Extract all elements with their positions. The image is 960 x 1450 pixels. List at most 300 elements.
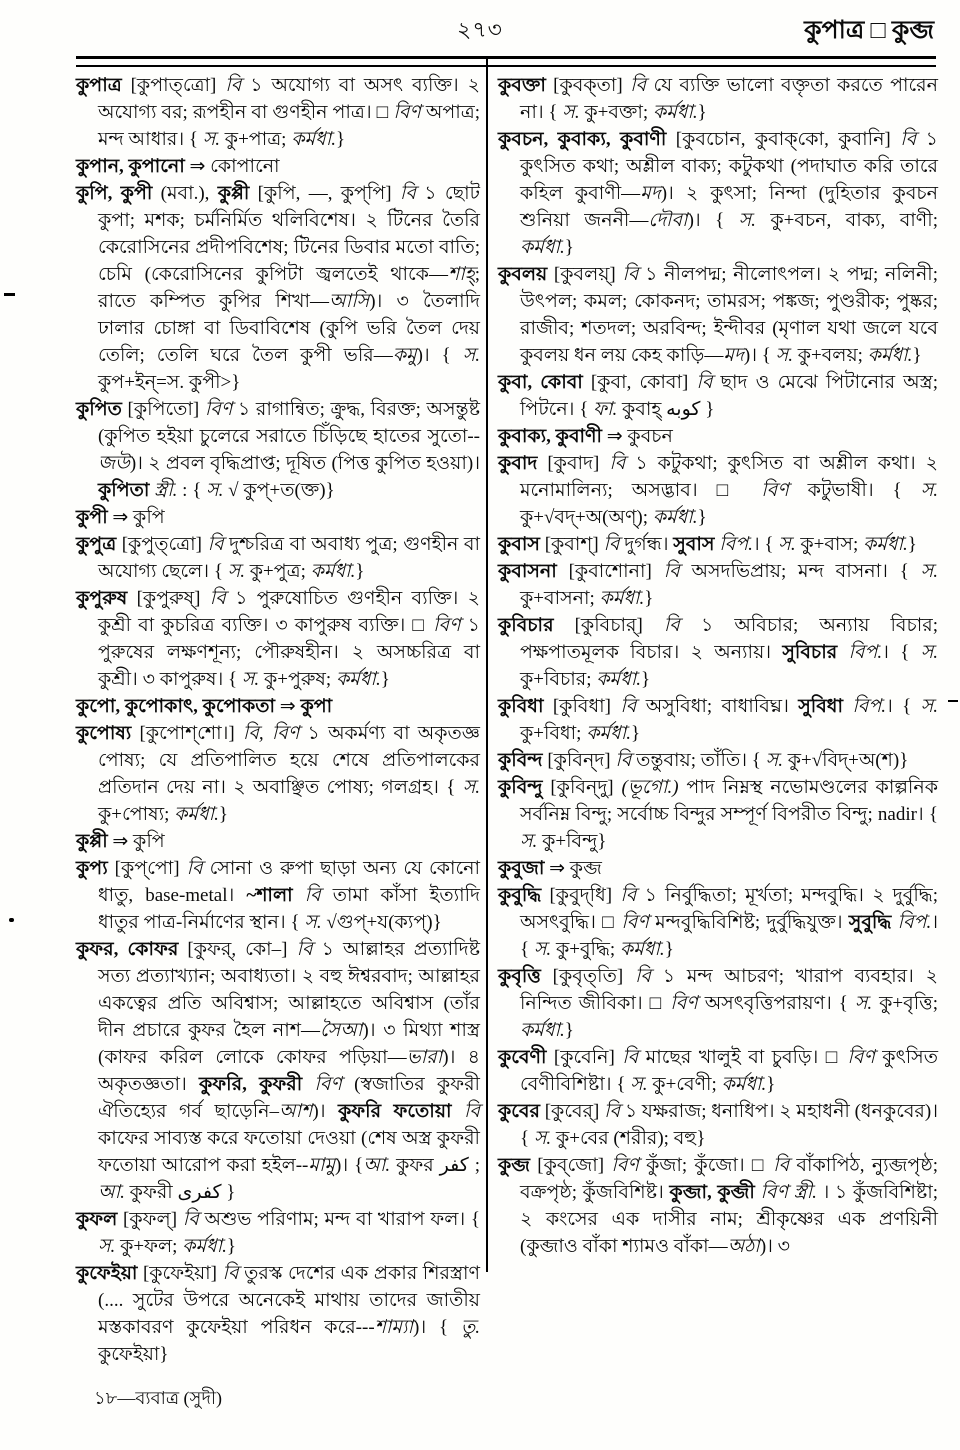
entry-text: কু+বৃত্তি; — [872, 993, 938, 1014]
entry-text: স. — [778, 534, 796, 555]
entry-text: মন্দবুদ্ধিবিশিষ্ট; দুর্বুদ্ধিযুক্ত। — [648, 912, 849, 933]
dictionary-entry — [76, 504, 480, 531]
entry-text: } — [700, 399, 715, 420]
entry-text: } — [907, 534, 917, 555]
headword: কুবাক্য, কুবাণী — [498, 426, 602, 447]
entry-text: } — [226, 1236, 237, 1257]
entry-text: আ. — [363, 1155, 391, 1176]
entry-text: স. — [775, 345, 793, 366]
headword: কুব্জ — [498, 1155, 531, 1176]
entry-text: কুঁজা; কুঁজো। □ — [638, 1155, 774, 1176]
dictionary-entry — [498, 774, 938, 855]
entry-text: কর্মধা. — [652, 102, 698, 123]
entry-text: বি — [207, 534, 224, 555]
entry-text: )। { — [416, 345, 463, 366]
entry-text: স. — [920, 480, 938, 501]
entry-text: কু+√বিদ্+অ(শ)} — [782, 750, 909, 771]
entry-text: ১ কুৎসিত কথা; অশ্লীল বাক্য; কটুকথা (পদাঘাত করি তারে কহিল কুবাণী— — [520, 129, 938, 204]
entry-text: √ কুপ্+ত(ক্ত)} — [223, 480, 335, 501]
entry-text: কু+বিচার; — [520, 669, 597, 690]
entry-text: শাহ্ — [447, 264, 475, 285]
entry-text: বিণ — [670, 993, 698, 1014]
entry-text: )। { — [335, 1155, 364, 1176]
entry-text: বি — [696, 372, 713, 393]
dictionary-entry — [498, 693, 938, 747]
entry-text: [কুব্‌জো] — [530, 1155, 612, 1176]
entry-text: কর্মধা. — [520, 237, 565, 258]
entry-text: } — [355, 561, 365, 582]
entry-text: [কুফেইয়া] — [137, 1263, 223, 1284]
entry-text: জউ — [98, 453, 130, 474]
entry-text: কু+বাসনা; — [520, 588, 600, 609]
entry-text: কু+পাত্র; — [220, 129, 292, 150]
entry-text: কর্মধা. — [520, 1020, 565, 1041]
entry-text: স. — [202, 129, 221, 150]
entry-text: কর্মধা. — [619, 939, 665, 960]
dictionary-entry — [498, 882, 938, 963]
dictionary-entry — [76, 1260, 480, 1368]
entry-text: √গুপ্+য(ক্যপ্)} — [321, 912, 442, 933]
entry-text: কর্মধা. — [863, 534, 908, 555]
entry-text: কাফের সাব্যস্ত করে ফতোয়া দেওয়া (শেষ অস্ত্র কুফরী ফতোয়া আরোপ করা হইল-- — [98, 1128, 480, 1176]
dictionary-entry — [498, 531, 938, 558]
entry-text: ১ পুরুষের লক্ষণশূন্য; পৌরুষহীন। ২ অসচ্চরিত্র বা কুশ্রী। ৩ কাপুরুষ। { — [98, 615, 480, 690]
headword: কুপোষ্য — [76, 723, 132, 744]
entry-text: কুফর — [390, 1155, 440, 1176]
entry-text: ফা. — [593, 399, 618, 420]
headword: কুপ্পী — [76, 831, 108, 852]
left-column — [76, 72, 480, 1368]
entry-text: স. — [562, 102, 580, 123]
entry-text: কর্মধা. — [596, 669, 642, 690]
entry-text: কু+বলয়; — [792, 345, 868, 366]
headword: কুবিন্দু — [498, 777, 543, 798]
entry-text: বিপ. — [719, 534, 753, 555]
entry-text: ; — [468, 1155, 480, 1176]
headword: কুবৃত্তি — [498, 966, 541, 987]
entry-text: বি — [186, 858, 203, 879]
entry-text: স. — [920, 561, 938, 582]
entry-text: [কুপুত্‌ত্রো] — [116, 534, 208, 555]
arabic-etymon: كوبه — [666, 398, 701, 420]
headword: কুবলয় — [498, 264, 548, 285]
headword: কুপা — [300, 696, 333, 717]
entry-text: [কুবৃত্‌তি] — [540, 966, 635, 987]
entry-text: বিণ — [314, 1074, 342, 1095]
entry-text: । ১ কুঁজবিশিষ্টা; ২ কংসের এক দাসীর নাম; শ্রীকৃষ্ণের এক প্রণয়িনী (কুব্জাও বাঁকা শ্যামও বাঁকা— — [520, 1182, 939, 1257]
entry-text: বি — [615, 750, 632, 771]
entry-text: [কুবক্‌তা] — [545, 75, 631, 96]
entry-text: পাদ নিম্নস্থ নভোমণ্ডলের কাল্পনিক সর্বনিম্ন বিন্দু; সর্বোচ্চ বিন্দুর সম্পূর্ণ বিপরীত বিন্দু; nadir। { — [520, 777, 938, 825]
dictionary-entry — [498, 855, 938, 882]
entry-text: কু+বেণী; — [647, 1074, 722, 1095]
entry-text: তু. — [460, 1317, 480, 1338]
entry-text: } — [564, 1020, 574, 1041]
entry-text: বি — [222, 1263, 239, 1284]
entry-text: [কুপিতো] — [121, 399, 205, 420]
entry-text: )। { — [743, 345, 776, 366]
entry-text: )। { — [687, 210, 739, 231]
headword: কুপ্য — [76, 858, 108, 879]
entry-text: [কুপাত্‌ত্রো] — [121, 75, 226, 96]
entry-text: আশ — [279, 1101, 313, 1122]
entry-text: } — [221, 1182, 236, 1203]
headword: কুবিধা — [498, 696, 544, 717]
entry-text: সৈআ — [320, 1020, 363, 1041]
entry-text: কুফরী — [124, 1182, 178, 1203]
entry-text: : { — [177, 480, 207, 501]
entry-text: বিণ — [611, 1155, 639, 1176]
entry-text: ১ অবিচার; অন্যায় বিচার; পক্ষপাতমূলক বিচার। ২ অন্যায়। — [520, 615, 938, 663]
entry-text: ⇒ — [275, 696, 301, 717]
entry-text: [কুবাদ] — [537, 453, 610, 474]
dictionary-entry — [76, 828, 480, 855]
entry-text: বিণ — [393, 102, 421, 123]
entry-text: কর্মধা. — [652, 507, 698, 528]
entry-text — [837, 642, 848, 663]
entry-text: } — [630, 723, 641, 744]
entry-text: ⇒ কুপি — [107, 831, 165, 852]
entry-text: কর্মধা. — [335, 669, 381, 690]
dictionary-entry — [498, 72, 938, 126]
entry-text: বি — [603, 534, 620, 555]
headword: কুপিত — [76, 399, 122, 420]
entry-text: বি — [225, 75, 242, 96]
dictionary-entry — [498, 1044, 938, 1098]
entry-text: [কুবিচার্] — [553, 615, 664, 636]
entry-text: । { — [752, 534, 779, 555]
entry-text: ⇒ কুব্জ — [544, 858, 602, 879]
entry-text: বিপ. — [852, 696, 887, 717]
arabic-etymon: كفر — [439, 1154, 469, 1176]
headword: কুপ্পী — [217, 183, 250, 204]
entry-text: স. — [241, 669, 260, 690]
dictionary-entry — [76, 396, 480, 504]
dictionary-entry — [498, 612, 938, 693]
entry-text: স. — [227, 561, 245, 582]
entry-text: [কুবের্] — [539, 1101, 605, 1122]
entry-text: স. — [630, 1074, 648, 1095]
entry-text: কু+বিন্দু} — [537, 831, 607, 852]
headword: কুবচন, কুবাক্য, কুবাণী — [498, 129, 667, 150]
entry-text: বিণ — [204, 399, 233, 420]
entry-text: [কুবেনি] — [546, 1047, 623, 1068]
entry-text: কর্মধা. — [599, 588, 645, 609]
dictionary-entry — [498, 747, 938, 774]
entry-text: তুরস্ক দেশের এক প্রকার শিরস্ত্রাণ (.... সুটের উপরে অনেকেই মাথায় তাদের জাতীয় মস্তকাবরণ কুফেইয়া পরিধন করে--- — [98, 1263, 480, 1338]
entry-text: । { — [886, 696, 921, 717]
dictionary-entry — [498, 126, 938, 261]
headword: সুবিচার — [782, 642, 838, 663]
entry-text: কু+পুরুষ; — [259, 669, 336, 690]
entry-text: বিপ. — [848, 642, 883, 663]
entry-text: বি — [634, 966, 651, 987]
entry-text: )। ৩ তৈলাদি ঢালার চোঙ্গা বা ডিবাবিশেষ (কুপি ভরি তৈল দেয় তেলি; তেলি ঘরে তৈল কুপী ভরি— — [98, 291, 481, 366]
entry-text: ১ রাগান্বিত; ক্রুদ্ধ, বিরক্ত; অসন্তুষ্ট (কুপিত হইয়া চুলেরে সরাতে চিঁড়িছে হাতের সুতো-- — [98, 399, 480, 447]
entry-text: কু+পোষ্য; — [98, 804, 175, 825]
dictionary-entry — [498, 963, 938, 1044]
entry-text: স. — [765, 750, 783, 771]
entry-text: স. — [533, 1128, 552, 1149]
entry-text: আ. — [98, 1182, 125, 1203]
entry-text: (স্বজাতির কুফরী ঐতিহ্যের গর্ব ছাড়েনি– — [98, 1074, 480, 1122]
entry-text: )। { — [413, 1317, 461, 1338]
entry-text: স. — [920, 642, 938, 663]
entry-text: কু+বচন, বাক্য, বাণী; — [755, 210, 938, 231]
dictionary-entry — [498, 1152, 938, 1260]
entry-text: কু+পুত্র; — [245, 561, 311, 582]
entry-text: বি — [663, 615, 680, 636]
entry-text — [293, 885, 305, 906]
dictionary-entry — [498, 558, 938, 612]
entry-text: ⇒ কুপি — [107, 507, 165, 528]
entry-text: । { — [520, 912, 938, 960]
entry-text: [কুফর্, কো–] — [178, 939, 297, 960]
entry-text: ১ যক্ষরাজ; ধনাধিপ। ২ মহাধনী (ধনকুবের)। { — [520, 1101, 938, 1149]
entry-text: অশুভ পরিণাম; মন্দ বা খারাপ ফল। { — [198, 1209, 481, 1230]
headword: কুফল — [76, 1209, 118, 1230]
headword: কুবেণী — [498, 1047, 547, 1068]
entry-text: কু+√বদ্+অ(অণ্); — [520, 507, 653, 528]
entry-text: )। ৩ মিথ্যা শাস্ত্র (কাফর করিল লোকে কোফর পড়িয়া— — [98, 1020, 481, 1068]
headword: কুবিন্দ — [498, 750, 543, 771]
entry-text: [কুবিধা] — [543, 696, 621, 717]
entry-text: বি, বিণ — [242, 723, 300, 744]
entry-text: ১ নির্বুদ্ধিতা; মূর্খতা; মন্দবুদ্ধি। ২ দুর্বুদ্ধি; অসৎবুদ্ধি। □ — [520, 885, 938, 933]
entry-text: [কুবাশোনা] — [556, 561, 664, 582]
entry-text: কু+বিধা; — [520, 723, 587, 744]
headword: কুপো, কুপোকাৎ, কুপোকতা — [76, 696, 276, 717]
entry-text: } — [697, 507, 707, 528]
scan-artifact — [4, 293, 15, 296]
entry-text: কুবাহ্ — [617, 399, 667, 420]
entry-text: শাম্যা — [374, 1317, 413, 1338]
dictionary-entry — [76, 531, 480, 585]
headword: কুবুজা — [498, 858, 545, 879]
entry-text: } — [641, 669, 651, 690]
entry-text: কু+বক্তা; — [579, 102, 653, 123]
entry-text: )। — [312, 1101, 338, 1122]
entry-text: মাছের খালুই বা চুবড়ি। □ — [638, 1047, 848, 1068]
headword: কুবুদ্ধি — [498, 885, 542, 906]
headword: সুবাস — [673, 534, 715, 555]
entry-text: ⇒ কুবচন — [601, 426, 673, 447]
entry-text: বিণ — [761, 480, 789, 501]
entry-text: ⇒ কোপানো — [184, 156, 280, 177]
entry-text: বাঁকাপিঠ, ন্যুব্জপৃষ্ঠ; বক্রপৃষ্ঠ; কুঁজবিশিষ্ট। — [520, 1155, 938, 1203]
dictionary-entry — [498, 261, 938, 369]
entry-text: )। ৩ — [759, 1236, 791, 1257]
entry-text: কু+বাস; — [795, 534, 864, 555]
headword: কুব্জা, কুব্জী — [669, 1182, 755, 1203]
headword: কুবাদ — [498, 453, 538, 474]
entry-text: কর্মধা. — [174, 804, 219, 825]
headword: ~শালা — [246, 885, 293, 906]
entry-text: কর্মধা. — [867, 345, 913, 366]
entry-text: কুফেইয়া} — [98, 1344, 169, 1365]
entry-text: ১ অকর্মণ্য বা অকৃতজ্ঞ পোষ্য; যে প্রতিপালিত হয়ে শেষে প্রতিপালকের প্রতিদান দেয় না। ২ অবাঞ্ছিত পোষ্য; গলগ্রহ। { — [98, 723, 480, 798]
entry-text: বিণ — [433, 615, 461, 636]
entry-text: )। ২ কুৎসা; নিন্দা (দুহিতার কুবচন শুনিয়া জননী— — [520, 183, 938, 231]
entry-text: বি — [399, 183, 416, 204]
headword: কুপিতা — [98, 480, 150, 501]
entry-text: ভারা — [406, 1047, 443, 1068]
entry-text: ১ পুরুষোচিত গুণহীন ব্যক্তি। ২ কুশ্রী বা কুচরিত্র ব্যক্তি। ৩ কাপুরুষ ব্যক্তি। □ — [98, 588, 480, 636]
scan-artifact — [9, 918, 14, 922]
entry-text: } — [218, 804, 229, 825]
entry-text: ১ কটুকথা; কুৎসিত বা অশ্লীল কথা। ২ মনোমালিন্য; অসদ্ভাব। □ — [520, 453, 939, 501]
entry-text: বিপ. — [897, 912, 932, 933]
entry-text: বি — [620, 885, 637, 906]
headword: কুপাত্র — [76, 75, 122, 96]
entry-text: [কুবচোন, কুবাক্‌কো, কুবানি] — [666, 129, 901, 150]
headword: কুপুত্র — [76, 534, 117, 555]
entry-text: [কুপোশ্‌শো।] — [131, 723, 243, 744]
entry-text: বি — [604, 1101, 621, 1122]
entry-text: কর্মধা. — [310, 561, 356, 582]
entry-text: } — [766, 1074, 776, 1095]
entry-text: অসুবিধা; বাধাবিঘ্ন। — [636, 696, 799, 717]
header-rule — [76, 56, 936, 67]
entry-text: বি — [663, 561, 680, 582]
entry-text: )। ২ প্রবল বৃদ্ধিপ্রাপ্ত; দূষিত (পিত্ত কুপিত হওয়া)। — [129, 453, 480, 474]
entry-text: বি — [620, 696, 637, 717]
entry-text: [কুবলয়্] — [547, 264, 623, 285]
entry-text: তন্তুবায়; তাঁতি। { — [631, 750, 766, 771]
entry-text: কু+বুদ্ধি; — [551, 939, 620, 960]
entry-text: কমু — [392, 345, 417, 366]
headword: কুফরি, কুফরী — [199, 1074, 303, 1095]
column-divider — [486, 58, 488, 1272]
entry-text: } — [664, 939, 674, 960]
entry-text: বি — [182, 1209, 199, 1230]
entry-text: } — [912, 345, 922, 366]
entry-text: বি — [900, 129, 917, 150]
entry-text — [452, 1101, 464, 1122]
entry-text: [কুপুরুষ্] — [127, 588, 210, 609]
entry-text — [302, 1074, 314, 1095]
entry-text: কর্মধা. — [721, 1074, 767, 1095]
entry-text: ১ আল্লাহর প্রত্যাদিষ্ট সত্য প্রত্যাখ্যান; অবাধ্যতা। ২ বহু ঈশ্বরবাদ; আল্লাহর একত্বের প্রতি অবিশ্বাস; আল্লাহতে অবিশ্বাস (তাঁর দীন প্রচারে কুফর হৈল নাশ— — [98, 939, 480, 1041]
entry-text: (মবা.), — [152, 183, 218, 204]
headword: সুবুদ্ধি — [848, 912, 892, 933]
headword: কুপি, কুপী — [76, 183, 153, 204]
right-column — [498, 72, 938, 1260]
entry-text: স. — [533, 939, 552, 960]
entry-text: স্ত্রী. — [154, 480, 178, 501]
entry-text: [কুবিন্‌দ] — [542, 750, 616, 771]
entry-text: বিণ — [621, 912, 649, 933]
entry-text: } — [335, 129, 346, 150]
entry-text: ১ ছোট কুপা; মশক; চর্মনির্মিত থলিবিশেষ। ২ টিনের তৈরি কেরোসিনের প্রদীপবিশেষ; টিনের ডিবার মতো বাতি; চেমি (কেরোসিনের কুপিটা জ্বলতেই থাকে— — [98, 183, 480, 285]
headword: কুফর, কোফর — [76, 939, 179, 960]
entry-text: মদ — [640, 183, 661, 204]
entry-text: কুৎসিত বেণীবিশিষ্টা। { — [520, 1047, 938, 1095]
entry-text: )। ৪ অকৃতজ্ঞতা। — [98, 1047, 481, 1095]
dictionary-entry — [498, 450, 938, 531]
entry-text: ১ মন্দ আচরণ; খারাপ ব্যবহার। ২ নিন্দিত জীবিকা। □ — [520, 966, 938, 1014]
entry-text: অসদভিপ্রায়; মন্দ বাসনা। { — [679, 561, 921, 582]
entry-text: কর্মধা. — [586, 723, 631, 744]
headword: কুবিচার — [498, 615, 554, 636]
headword: কুফরি ফতোয়া — [338, 1101, 452, 1122]
arabic-etymon: كفرى — [177, 1181, 222, 1203]
dictionary-entry — [76, 585, 480, 693]
entry-text: স. — [854, 993, 873, 1014]
entry-text: মামু — [308, 1155, 336, 1176]
entry-text: স. — [738, 210, 756, 231]
guide-words: কুপাত্র □ কুব্জ — [804, 17, 934, 44]
headword: কুবা, কোবা — [498, 372, 583, 393]
entry-text: } — [644, 588, 654, 609]
entry-text: দৌবা — [648, 210, 688, 231]
entry-text: বি — [296, 939, 313, 960]
headword: কুবাসনা — [498, 561, 557, 582]
entry-text: কুপ+ইন্=স. কুপী>} — [98, 372, 241, 393]
entry-text: অসৎবৃত্তিপরায়ণ। { — [697, 993, 855, 1014]
entry-text: স. — [206, 480, 224, 501]
entry-text: বি — [609, 453, 626, 474]
entry-text: ; রাতে কম্পিত কুপির শিখা— — [98, 264, 480, 312]
entry-text: স. — [304, 912, 322, 933]
entry-text: [কুবাশ্] — [539, 534, 604, 555]
headword: কুবাস — [498, 534, 540, 555]
entry-text: ছাদ ও মেঝে পিটানোর অস্ত্র; পিটনে। { — [520, 372, 938, 420]
entry-text: [কুবিন্‌দু] — [542, 777, 622, 798]
entry-text: বি — [622, 264, 639, 285]
dictionary-entry — [76, 180, 480, 396]
entry-text: কটুভাষী। { — [788, 480, 921, 501]
entry-text: বি — [209, 588, 226, 609]
entry-text: ১ অযোগ্য বা অসৎ ব্যক্তি। ২ অযোগ্য বর; রূপহীন বা গুণহীন পাত্র। □ — [98, 75, 480, 123]
entry-text: সোনা ও রুপা ছাড়া অন্য যে কোনো ধাতু, base-metal। — [98, 858, 480, 906]
entry-text — [843, 696, 852, 717]
entry-text: কর্মধা. — [291, 129, 336, 150]
entry-text: [কুপ্‌পো] — [107, 858, 187, 879]
entry-text: বিণ স্ত্রী. — [760, 1182, 817, 1203]
entry-text: দুর্গন্ধ। — [619, 534, 674, 555]
entry-text: অঠা — [727, 1236, 760, 1257]
entry-text: অপাত্র; মন্দ আধার। { — [98, 102, 480, 150]
headword: কুবের — [498, 1101, 540, 1122]
headword: কুপান, কুপানো — [76, 156, 185, 177]
entry-text: বি — [630, 75, 647, 96]
entry-text: বি — [622, 1047, 639, 1068]
entry-text: [কুবুদ্‌ধি] — [541, 885, 621, 906]
entry-text: স. — [520, 831, 538, 852]
entry-text: (ভূগো.) — [621, 777, 679, 798]
printer-signature: ১৮—ব্যবাত্র (সুদী) — [94, 1388, 223, 1408]
dictionary-entry — [498, 369, 938, 423]
headword: সুবিধা — [798, 696, 843, 717]
dictionary-entry — [76, 153, 480, 180]
entry-text: দুশ্চরিত্র বা অবাধ্য পুত্র; গুণহীন বা অযোগ্য ছেলে। { — [98, 534, 481, 582]
dictionary-entry — [76, 855, 480, 936]
headword: কুপুরুষ — [76, 588, 128, 609]
entry-text: স. — [98, 1236, 116, 1257]
entry-text: ১ নীলপদ্ম; নীলোৎপল। ২ পদ্ম; নলিনী; উৎপল; কমল; কোকনদ; তামরস; পঙ্কজ; পুণ্ডরীক; পুষ্কর; রাজীব; শতদল; অরবিন্দ; ইন্দীবর (মৃণাল যথা জলে যবে কুবলয় ধন লয় কেহ কাড়ি— — [520, 264, 938, 366]
dictionary-entry — [76, 1206, 480, 1260]
dictionary-entry — [76, 936, 480, 1206]
entry-text: কু+ফল; — [115, 1236, 183, 1257]
entry-text: } — [697, 102, 707, 123]
scan-artifact — [948, 700, 958, 702]
headword: কুপী — [76, 507, 108, 528]
entry-text: কর্মধা. — [182, 1236, 227, 1257]
entry-text: স. — [462, 777, 480, 798]
headword: কুবক্তা — [498, 75, 546, 96]
entry-text: যে ব্যক্তি ভালো বক্তৃতা করতে পারেন না। { — [520, 75, 938, 123]
